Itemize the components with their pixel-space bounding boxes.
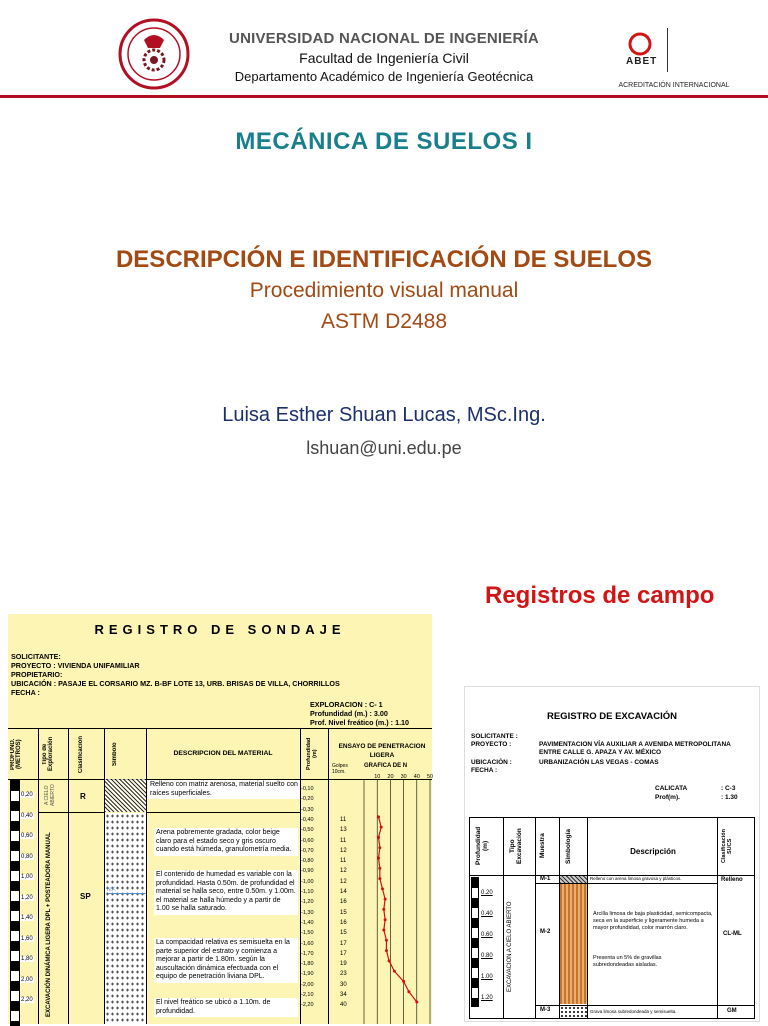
profundidad-value: -0,60 — [301, 837, 314, 844]
chart-point — [415, 1001, 418, 1004]
depth-label: 0,40 — [21, 812, 33, 819]
clasificacion-r: R — [80, 792, 86, 801]
depth-label: 2,20 — [21, 997, 33, 1003]
chart-tick-label: 30 — [400, 774, 407, 780]
chart-point — [407, 990, 410, 993]
exc-ubicacion-val: URBANIZACIÓN LAS VEGAS - COMAS — [539, 759, 659, 766]
profundidad-value: -0,20 — [301, 796, 314, 803]
subtitle-standard: ASTM D2488 — [320, 310, 448, 333]
profundidad-value: -0,40 — [301, 816, 314, 823]
depth-label: 2,00 — [21, 976, 33, 983]
profundidad-value: -1,50 — [301, 930, 314, 937]
profundidad-value: -2,00 — [301, 981, 314, 988]
exc-col-line — [717, 817, 718, 1018]
profundidad-value: -0,50 — [301, 827, 314, 834]
sondaje-exploracion: EXPLORACION : C- 1 — [310, 700, 383, 709]
chart-point — [382, 929, 385, 932]
sondaje-nivel-freatico: Prof. Nivel freático (m.) : 1.10 — [310, 718, 410, 727]
sondaje-col-line — [38, 728, 39, 1024]
exc-depth-label: 1.00 — [481, 974, 493, 980]
exc-depth-label: 1.20 — [481, 995, 493, 1001]
abet-logo — [624, 30, 668, 76]
exc-depth-label: 0.20 — [481, 890, 493, 896]
sondaje-proyecto: PROYECTO : VIVIENDA UNIFAMILIAR — [11, 661, 140, 670]
golpes-value: 14 — [340, 889, 347, 895]
depth-scale-bar — [10, 780, 20, 1026]
profundidad-value: -1,00 — [301, 878, 314, 885]
col-profund: PROFUND. (METROS) — [10, 738, 22, 770]
depth-label: 1,20 — [21, 894, 33, 901]
exc-m1-clas: Relleno — [721, 877, 743, 883]
excavacion-record — [464, 686, 760, 1022]
chart-tick-label: 50 — [427, 774, 434, 780]
profundidad-value: -2,20 — [301, 1002, 314, 1009]
col-tipo: Tipo de Exploración — [42, 736, 54, 772]
chart-point — [384, 898, 387, 901]
tipo-cielo-abierto: A CIELO ABIERTO — [44, 784, 56, 806]
description-sp-4: El nivel freático se ubicó a 1.10m. de profundidad. — [154, 998, 298, 1017]
university-name: UNIVERSIDAD NACIONAL DE INGENIERÍA — [229, 30, 539, 47]
profundidad-value: -0,30 — [301, 806, 314, 813]
col-profundidad-m: Profundidad (m) — [306, 737, 318, 771]
exc-prof-val: : 1.30 — [721, 794, 738, 801]
subtitle-procedure: Procedimiento visual manual — [249, 279, 519, 302]
exc-m1-desc: Relleno con arena limosa gravosa y plásticos. — [590, 876, 682, 881]
chart-point — [377, 815, 380, 818]
golpes-value: 12 — [340, 868, 347, 875]
col-grafica: GRAFICA DE N — [364, 763, 408, 769]
chart-point — [388, 959, 391, 962]
department-name: Departamento Académico de Ingeniería Geotécnica — [234, 69, 534, 84]
author-email[interactable]: lshuan@uni.edu.pe — [306, 438, 462, 458]
description-sp-3: La compacidad relativa es semisuelta en la parte superior del estrato y comienza a mejorar a partir de 1.80m. según la auscultación dinámica efectuada con el equipo de penetración liviana DPL. — [154, 938, 298, 983]
profundidad-value: -2,10 — [301, 992, 314, 998]
col-descripcion: DESCRIPCION DEL MATERIAL — [173, 750, 273, 757]
main-title: DESCRIPCIÓN E IDENTIFICACIÓN DE SUELOS — [115, 246, 653, 273]
exc-tipo-label: EXCAVACIÓN A CIELO ABIERTO — [507, 901, 513, 993]
sondaje-ubicacion: UBICACIÓN : PASAJE EL CORSARIO MZ. B-BF LOTE 13, URB. BRISAS DE VILLA, CHORRILLOS — [11, 679, 340, 688]
chart-point — [378, 846, 381, 849]
exc-fecha: FECHA : — [471, 767, 498, 774]
abet-divider — [667, 28, 668, 72]
description-sp-1: Arena pobremente gradada, color beige claro para el estado seco y gris oscuro cuando está húmeda, granulometría media. — [154, 828, 298, 856]
exc-m2-desc1: Arcilla limosa de baja plasticidad, semicompacta, seca en la superficie y ligeramente humeda a mayor profundidad, color marrón claro. — [593, 911, 713, 931]
profundidad-value: -0,70 — [301, 847, 314, 854]
sondaje-col-line — [146, 728, 147, 1024]
golpes-value: 15 — [340, 930, 347, 937]
col-golpes: Golpes 10cm. — [332, 763, 348, 775]
layer-divider — [147, 812, 300, 813]
chart-point — [402, 980, 405, 983]
profundidad-value: -0,10 — [301, 786, 314, 792]
sondaje-col-line — [328, 728, 329, 1024]
exc-col-descripcion: Descripción — [630, 847, 676, 856]
golpes-value: 17 — [340, 950, 347, 957]
chart-point — [382, 908, 385, 911]
depth-label: 1,60 — [21, 935, 33, 942]
profundidad-value: -1,80 — [301, 961, 314, 968]
profundidad-value: -1,70 — [301, 950, 314, 957]
sondaje-record — [8, 614, 432, 1024]
golpes-value: 30 — [340, 981, 347, 988]
golpes-value: 13 — [340, 827, 347, 834]
chart-tick-label: 40 — [413, 774, 420, 780]
exc-depth-label: 0.40 — [481, 911, 493, 917]
chart-point — [381, 887, 384, 890]
exc-prof: Prof(m). — [655, 794, 680, 801]
golpes-value: 19 — [340, 961, 347, 968]
exc-m3-clas: GM — [727, 1008, 737, 1014]
layer-divider — [69, 812, 104, 813]
golpes-value: 11 — [340, 858, 347, 865]
exc-proyecto-val2: ENTRE CALLE G. APAZA Y AV. MÉXICO — [539, 749, 662, 756]
sondaje-col-line — [68, 728, 69, 1024]
profundidad-value: -0,80 — [301, 858, 314, 865]
sondaje-profundidad: Profundidad (m.) : 3.00 — [310, 709, 388, 718]
golpes-value: 23 — [340, 971, 347, 978]
abet-text: ABET — [626, 56, 658, 67]
exc-col-muestra: Muestra — [539, 833, 546, 859]
layer-divider — [39, 812, 68, 813]
exc-depth-label: 0.60 — [481, 932, 493, 938]
golpes-value: 15 — [340, 909, 347, 916]
col-simbolo: Símbolo — [112, 742, 118, 766]
profundidad-value: -1,60 — [301, 940, 314, 947]
exc-m1-symbol — [560, 876, 587, 883]
col-ensayo: ENSAYO DE PENETRACION LIGERA — [338, 743, 426, 759]
exc-col-line — [587, 817, 588, 1018]
chart-tick-label: 10 — [374, 774, 381, 780]
tipo-excavacion: EXCAVACIÓN DINÁMICA LIGERA DPL + POSTEADORA MANUAL — [46, 832, 52, 1018]
water-table-line — [108, 893, 146, 894]
arena-symbol — [105, 813, 146, 1024]
exc-m1: M-1 — [540, 876, 551, 882]
chart-point — [378, 867, 381, 870]
profundidad-value: -1,90 — [301, 971, 314, 978]
golpes-value: 11 — [340, 816, 347, 823]
course-title: MECÁNICA DE SUELOS I — [235, 128, 533, 155]
golpes-value: 16 — [340, 919, 347, 926]
depth-label: 1,40 — [21, 915, 33, 921]
penetration-chart — [362, 770, 432, 1024]
exc-m2-clas: CL-ML — [723, 931, 742, 937]
exc-calicata-val: : C-3 — [721, 785, 736, 792]
golpes-value: 12 — [340, 847, 347, 854]
exc-solicitante: SOLICITANTE : — [471, 733, 518, 740]
exc-depth-scale — [471, 877, 479, 1007]
depth-label: 1,00 — [21, 874, 33, 880]
golpes-value: 12 — [340, 878, 347, 885]
profundidad-value: -1,40 — [301, 919, 314, 926]
chart-point — [377, 857, 380, 860]
description-sp-2: El contenido de humedad es variable con la profundidad. Hasta 0.50m. de profundidad el material se halla seco, entre 0.50m. y 1.00m. el material se halla húmedo y a partir de 1.00 se halla saturado. — [154, 870, 298, 915]
header-rule — [0, 95, 768, 98]
sondaje-solicitante: SOLICITANTE: — [11, 652, 61, 661]
author-name: Luisa Esther Shuan Lucas, MSc.Ing. — [222, 404, 546, 426]
chart-point — [385, 939, 388, 942]
exc-m2-symbol — [560, 884, 587, 1004]
golpes-value: 40 — [340, 1002, 347, 1009]
clasificacion-sp: SP — [80, 892, 91, 901]
exc-proyecto-val1: PAVIMENTACION VÍA AUXILIAR A AVENIDA METROPOLITANA — [539, 741, 731, 748]
chart-point — [385, 949, 388, 952]
depth-label: 0,80 — [21, 853, 33, 860]
exc-ubicacion: UBICACIÓN : — [471, 759, 512, 766]
exc-depth-label: 0.80 — [481, 953, 493, 959]
relleno-symbol — [105, 779, 146, 812]
chart-point — [384, 918, 387, 921]
profundidad-value: -1,30 — [301, 909, 314, 916]
excavacion-title: REGISTRO DE EXCAVACIÓN — [546, 711, 678, 722]
accreditation-label: ACREDITACIÓN INTERNACIONAL — [618, 82, 730, 89]
chart-point — [378, 877, 381, 880]
col-clasificacion: Clasificación — [78, 735, 84, 773]
exc-col-line — [503, 817, 504, 1018]
water-table-label: N.F. — [107, 887, 116, 893]
sondaje-propietario: PROPIETARIO: — [11, 670, 63, 679]
profundidad-value: -1,20 — [301, 899, 314, 906]
faculty-name: Facultad de Ingeniería Civil — [299, 50, 469, 66]
sondaje-col-line — [300, 728, 301, 1024]
exc-col-simbologia: Simbología — [565, 828, 572, 864]
exc-col-line — [535, 817, 536, 1018]
chart-tick-label: 20 — [387, 774, 394, 780]
sondaje-title: REGISTRO DE SONDAJE — [94, 622, 346, 637]
exc-calicata: CALICATA — [655, 785, 688, 792]
exc-col-tipo: Tipo Excavación — [509, 828, 523, 864]
exc-proyecto: PROYECTO : — [471, 741, 512, 748]
profundidad-value: -0,90 — [301, 868, 314, 875]
golpes-value: 11 — [340, 837, 347, 844]
chart-point — [380, 826, 383, 829]
exc-col-profundidad: Profundidad (m) — [475, 826, 489, 866]
chart-point — [377, 836, 380, 839]
depth-label: 0,60 — [21, 833, 33, 839]
depth-label: 1,80 — [21, 956, 33, 962]
exc-m3: M-3 — [540, 1007, 551, 1013]
exc-m2: M-2 — [540, 929, 551, 935]
exc-m3-symbol — [560, 1006, 587, 1017]
golpes-value: 16 — [340, 899, 347, 906]
golpes-value: 34 — [340, 992, 347, 998]
sondaje-fecha: FECHA : — [11, 688, 40, 697]
exc-m3-desc: Grava limosa subredondeada y semisuelta. — [590, 1009, 677, 1014]
exc-m2-desc2: Presenta un 5% de gravillas subredondeadas aisladas. — [593, 955, 662, 968]
profundidad-value: -1,10 — [301, 889, 314, 895]
chart-point — [393, 970, 396, 973]
depth-label: 0,20 — [21, 792, 33, 798]
golpes-value: 17 — [340, 940, 347, 947]
exc-col-clasificacion: Clasificación SUCS — [721, 829, 733, 863]
section-label: Registros de campo — [485, 582, 715, 609]
description-relleno: Relleno con matriz arenosa, material suelto con raíces superficiales. — [148, 780, 300, 799]
